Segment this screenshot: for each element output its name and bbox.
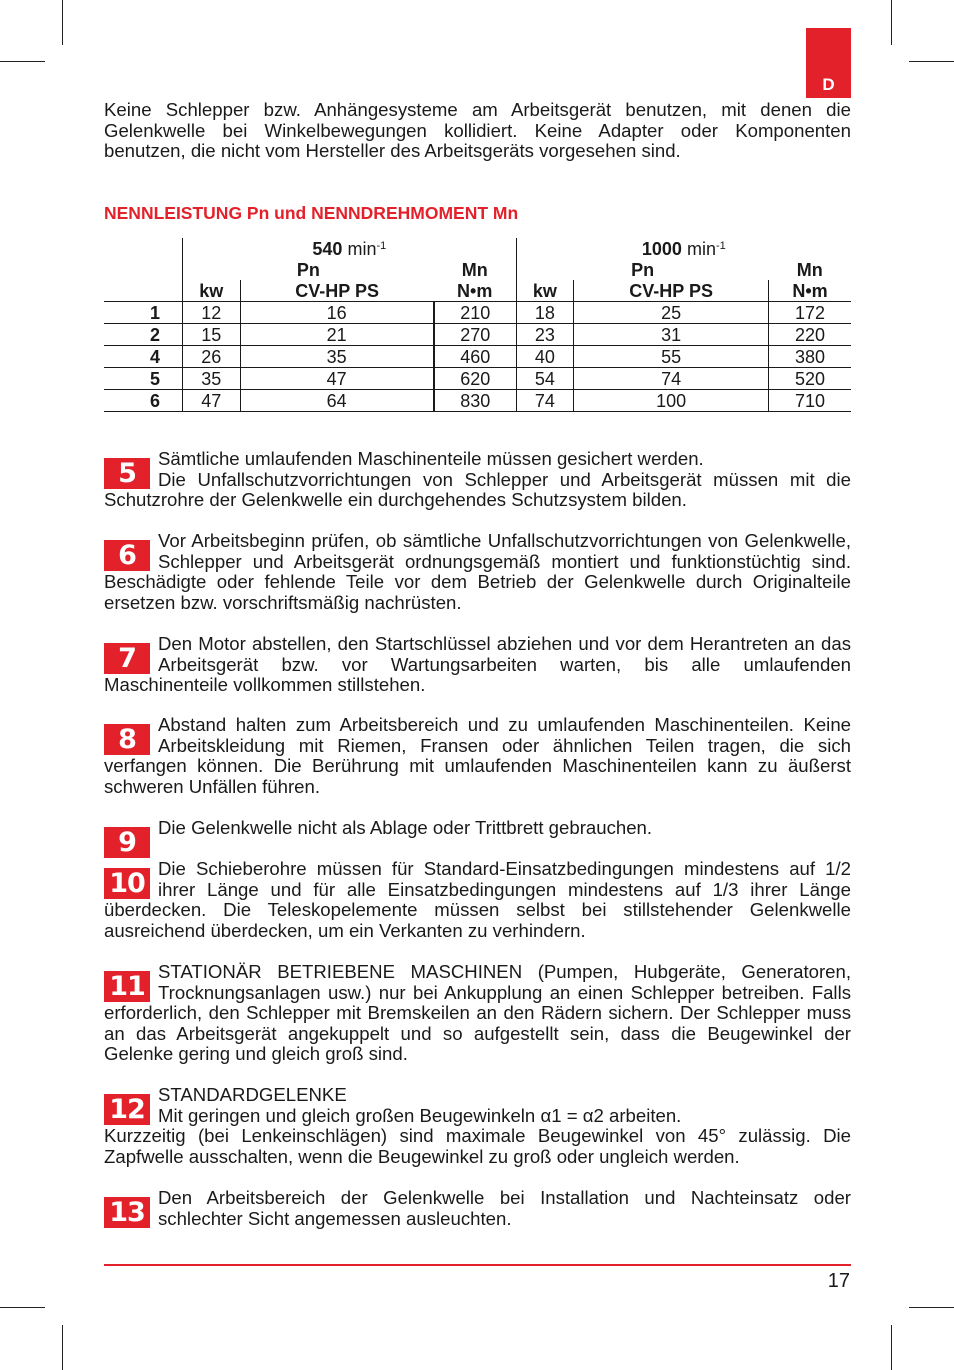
col-cv: CV-HP PS (574, 280, 769, 302)
crop-mark (62, 1325, 63, 1370)
table-cell: 380 (769, 346, 851, 368)
item-text: Den Arbeitsbereich der Gelenkwelle bei Installation und Nachteinsatz oder schlechter Sicht angemessen ausleuchten. (158, 1187, 851, 1229)
table-row (104, 302, 851, 324)
crop-mark (0, 1307, 45, 1308)
row-label: 1 (104, 302, 183, 324)
table-cell: 18 (516, 302, 574, 324)
table-cell: 12 (183, 302, 241, 324)
table-cell: 26 (183, 346, 241, 368)
safety-item (104, 1188, 851, 1229)
row-label: 6 (104, 390, 183, 412)
safety-item (104, 531, 851, 613)
item-number-badge: 9 (104, 827, 150, 858)
table-cell: 54 (516, 368, 574, 390)
table-cell: 23 (516, 324, 574, 346)
item-text: STATIONÄR BETRIEBENE MASCHINEN (Pumpen, Hubgeräte, Generatoren, Trocknungsanlagen usw.) nur bei Ankupplung an einen Schlepper betreiben. Falls erforderlich, den Schlepper mit Bremskeilen an den Rädern sichern. Der Schlepper muss an das Arbeitsgerät angekuppelt und so aufgestellt sein, dass die Beugewinkel der Gelenke gering und gleich groß sind. (104, 961, 851, 1065)
item-number-badge: 11 (104, 971, 150, 1002)
table-cell: 47 (240, 368, 434, 390)
intro-paragraph: Keine Schlepper bzw. Anhängesysteme am Arbeitsgerät benutzen, mit denen die Gelenkwelle bei Winkelbewegungen kollidiert. Keine Adapter oder Komponenten benutzen, die nicht vom Hersteller des Arbeitsgeräts vorgesehen sind. (104, 99, 851, 162)
table-row (104, 390, 851, 412)
table-cell: 520 (769, 368, 851, 390)
safety-item (104, 449, 851, 511)
page-number: 17 (827, 1270, 850, 1292)
crop-mark (62, 0, 63, 45)
item-number-badge: 7 (104, 643, 150, 674)
table-cell: 74 (574, 368, 769, 390)
safety-item (104, 1085, 851, 1167)
item-number-badge: 10 (104, 868, 150, 899)
table-row (104, 368, 851, 390)
table-cell: 100 (574, 390, 769, 412)
table-cell: 40 (516, 346, 574, 368)
table-cell: 25 (574, 302, 769, 324)
table-cell: 210 (434, 302, 516, 324)
table-cell: 270 (434, 324, 516, 346)
row-label: 5 (104, 368, 183, 390)
table-cell: 35 (240, 346, 434, 368)
table-cell: 172 (769, 302, 851, 324)
speed-540-header: 540 $\min^{-1}$ (183, 238, 517, 259)
item-text: Die Schieberohre müssen für Standard-Einsatzbedingungen mindestens auf 1/2 ihrer Länge und für alle Einsatzbedingungen mindestens auf 1/3 ihrer Länge überdecken. Die Teleskopelemente müssen selbst bei stillstehender Gelenkwelle ausreichend überdecken, um ein Verkanten zu verhindern. (104, 858, 851, 941)
item-text: Den Motor abstellen, den Startschlüssel abziehen und vor dem Herantreten an das Arbeitsgerät bzw. vor Wartungsarbeiten warten, bis alle umlaufenden Maschinenteile vollkommen stillstehen. (104, 633, 851, 696)
table-row (104, 346, 851, 368)
col-kw: kw (516, 280, 574, 302)
table-cell: 620 (434, 368, 516, 390)
footer-rule (104, 1264, 851, 1266)
mn-header: Mn (796, 259, 823, 280)
safety-item (104, 634, 851, 696)
item-number-badge: 12 (104, 1094, 150, 1125)
language-tab (806, 28, 851, 98)
item-text: Abstand halten zum Arbeitsbereich und zu umlaufenden Maschinenteilen. Keine Arbeitskleidung mit Riemen, Fransen oder ähnlichen Teilen tragen, die sich verfangen können. Die Berührung mit umlaufenden Maschinenteilen kann zu äußerst schweren Unfällen führen. (104, 714, 851, 797)
row-label: 4 (104, 346, 183, 368)
safety-item (104, 859, 851, 941)
safety-item (104, 818, 851, 858)
crop-mark (909, 1307, 954, 1308)
section-heading: NENNLEISTUNG Pn und NENNDREHMOMENT Mn (104, 203, 519, 223)
item-text: Vor Arbeitsbeginn prüfen, ob sämtliche Unfallschutzvorrichtungen von Gelenkwelle, Schlepper und Arbeitsgerät ordnungsgemäß montiert und funktionstüchtig sind. Beschädigte oder fehlende Teile vor dem Betrieb der Gelenkwelle durch Originalteile ersetzen bzw. vorschriftsmäßig nachrüsten. (104, 530, 851, 613)
item-number-badge: 13 (104, 1197, 150, 1228)
safety-item (104, 962, 851, 1065)
col-kw: kw (183, 280, 241, 302)
item-number-badge: 5 (104, 458, 150, 489)
item-text: STANDARDGELENKE Mit geringen und gleich großen Beugewinkeln α1 = α2 arbeiten. Kurzzeitig (bei Lenkeinschlägen) sind maximale Beugewinkel von 45° zulässig. Die Zapfwelle ausschalten, wenn die Beugewinkel zu groß oder ungleich werden. (104, 1084, 851, 1167)
table-cell: 21 (240, 324, 434, 346)
crop-mark (0, 61, 45, 62)
crop-mark (891, 1325, 892, 1370)
table-row (104, 324, 851, 346)
item-text: Sämtliche umlaufenden Maschinenteile müssen gesichert werden. Die Unfallschutzvorrichtungen von Schlepper und Arbeitsgerät müssen mit die Schutzrohre der Gelenkwelle ein durchgehendes Schutzsystem bilden. (104, 448, 851, 511)
mn-header: Mn (461, 259, 488, 280)
item-number-badge: 8 (104, 724, 150, 755)
table-cell: 47 (183, 390, 241, 412)
row-label: 2 (104, 324, 183, 346)
crop-mark (891, 0, 892, 45)
item-number-badge: 6 (104, 540, 150, 571)
table-cell: 710 (769, 390, 851, 412)
table-cell: 55 (574, 346, 769, 368)
pn-header: Pn (183, 259, 434, 280)
language-tab-label: D (822, 75, 835, 95)
table-cell: 460 (434, 346, 516, 368)
table-cell: 64 (240, 390, 434, 412)
crop-mark (909, 61, 954, 62)
safety-item (104, 715, 851, 797)
table-cell: 74 (516, 390, 574, 412)
speed-1000-header: 1000 $\min^{-1}$ (516, 238, 851, 259)
col-nm: N•m (769, 280, 851, 302)
power-torque-table (104, 238, 851, 412)
pn-header: Pn (516, 259, 768, 280)
table-cell: 16 (240, 302, 434, 324)
col-cv: CV-HP PS (240, 280, 434, 302)
table-cell: 220 (769, 324, 851, 346)
item-text: Die Gelenkwelle nicht als Ablage oder Trittbrett gebrauchen. (158, 817, 653, 838)
table-cell: 31 (574, 324, 769, 346)
table-cell: 830 (434, 390, 516, 412)
table-cell: 15 (183, 324, 241, 346)
col-nm: N•m (434, 280, 516, 302)
table-cell: 35 (183, 368, 241, 390)
